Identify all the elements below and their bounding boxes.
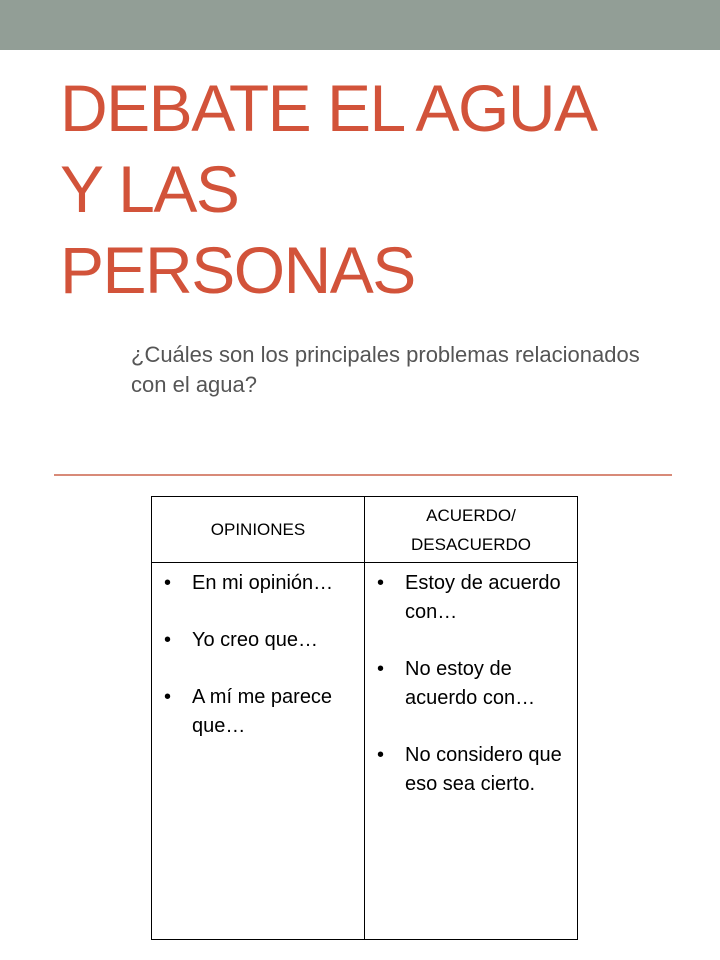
title-line: PERSONAS [60, 233, 415, 307]
list-item [160, 626, 356, 655]
phrases-table [151, 496, 578, 940]
acuerdo-cell [365, 563, 578, 940]
bullet-icon: • [164, 572, 172, 594]
header-acuerdo-desacuerdo: ACUERDO/ DESACUERDO [365, 497, 578, 563]
list-item-text: A mí me parece que… [192, 686, 333, 737]
divider-line [54, 474, 672, 476]
opiniones-list [160, 569, 356, 741]
list-item-text: En mi opinión… [192, 572, 334, 594]
bullet-icon: • [164, 686, 172, 708]
list-item [373, 655, 569, 713]
table-header-row [152, 497, 578, 563]
bullet-icon: • [377, 744, 385, 766]
list-item-text: No considero que eso sea cierto. [405, 744, 562, 795]
title-line: Y LAS [60, 152, 239, 226]
list-item [160, 569, 356, 598]
slide-title [60, 68, 700, 311]
bullet-icon: • [377, 658, 385, 680]
top-accent-bar [0, 0, 720, 50]
list-item-text: No estoy de acuerdo con… [405, 658, 536, 709]
slide-subtitle: ¿Cuáles son los principales problemas relacionados con el agua? [131, 342, 640, 397]
table-row [152, 563, 578, 940]
list-item [373, 569, 569, 627]
opiniones-cell [152, 563, 365, 940]
list-item [373, 741, 569, 799]
bullet-icon: • [377, 572, 385, 594]
title-line: DEBATE EL AGUA [60, 71, 597, 145]
acuerdo-list [373, 569, 569, 799]
list-item-text: Yo creo que… [192, 629, 319, 651]
header-opiniones: OPINIONES [152, 497, 365, 563]
list-item-text: Estoy de acuerdo con… [405, 572, 561, 623]
list-item [160, 683, 356, 741]
bullet-icon: • [164, 629, 172, 651]
